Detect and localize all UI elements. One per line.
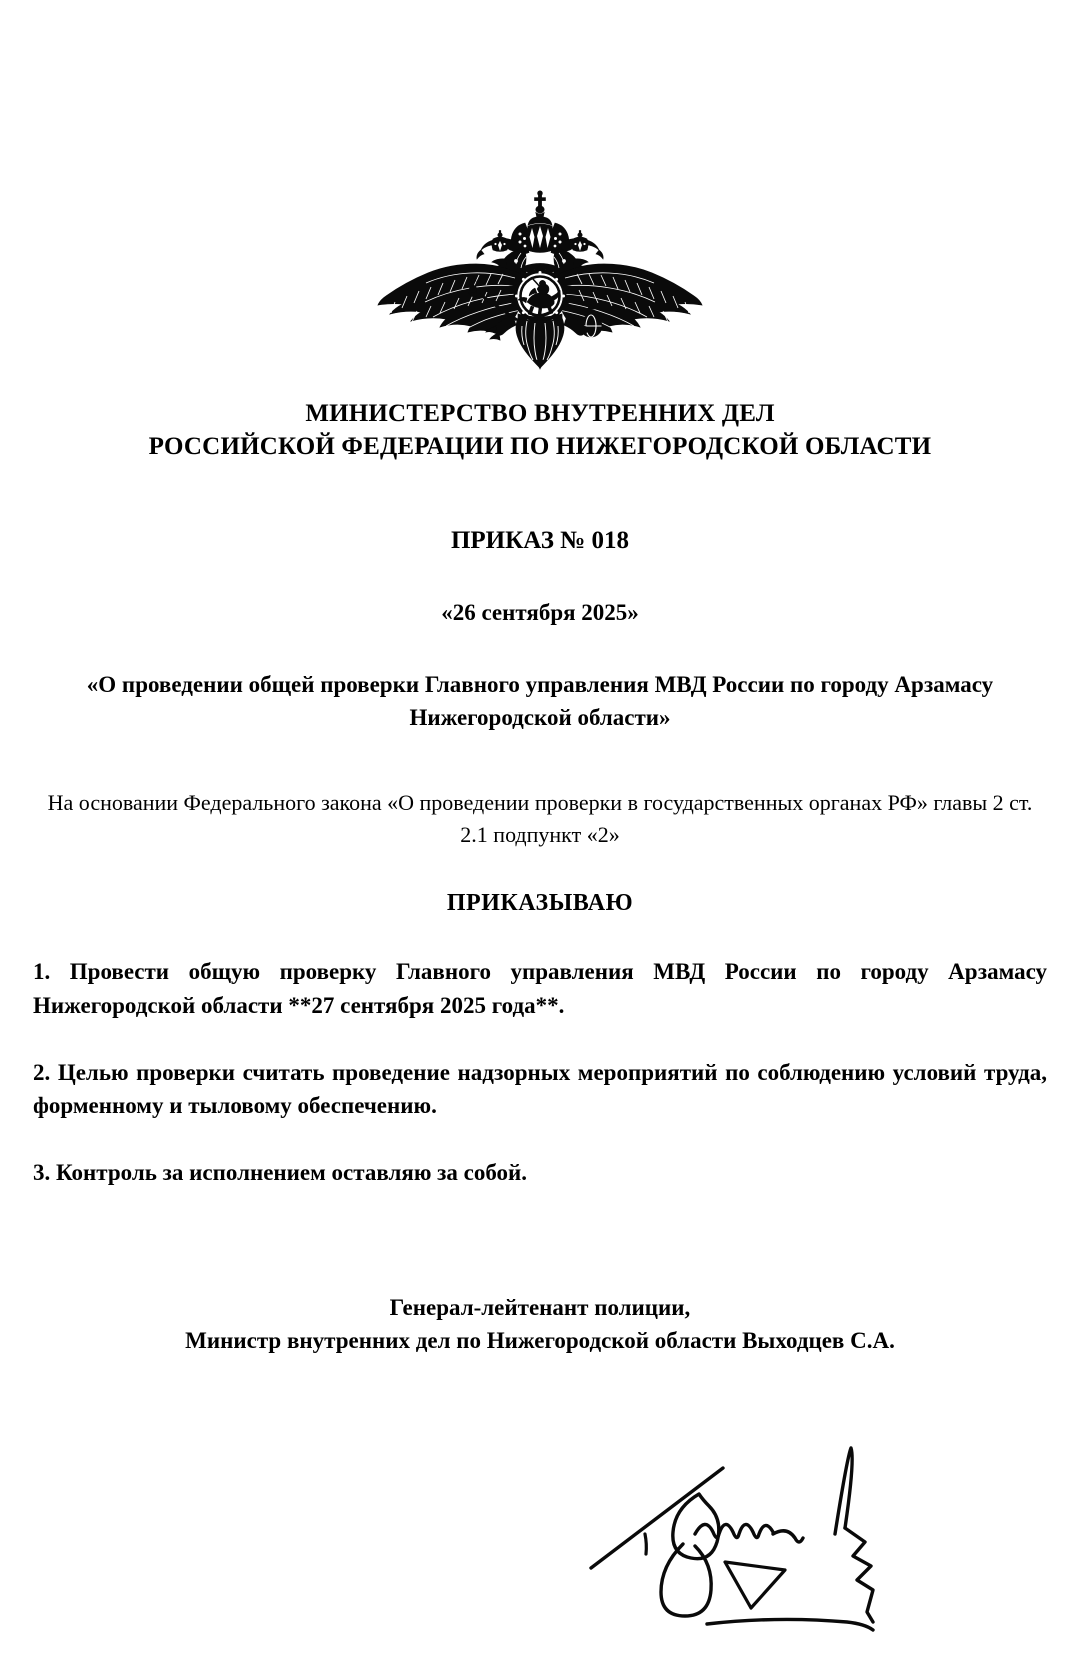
legal-basis-paragraph: На основании Федерального закона «О проведении проверки в государственных органах РФ» главы 2 ст. 2.1 подпункт «2» xyxy=(47,789,1033,847)
clause-item: 3. Контроль за исполнением оставляю за собой. xyxy=(33,1159,528,1185)
order-date: «26 сентября 2025» xyxy=(441,599,639,625)
clause-item: 1. Провести общую проверку Главного управления МВД России по городу Арзамасу Нижегородской области **27 сентября 2025 года**. xyxy=(33,959,1047,1018)
handwritten-signature-icon xyxy=(573,1416,913,1646)
ministry-header-line-2: РОССИЙСКОЙ ФЕДЕРАЦИИ ПО НИЖЕГОРОДСКОЙ ОБЛАСТИ xyxy=(148,433,932,460)
command-heading: ПРИКАЗЫВАЮ xyxy=(446,890,634,917)
ministry-header xyxy=(33,397,1047,463)
clause-list xyxy=(33,955,1047,1189)
order-subject: «О проведении общей проверки Главного управления МВД России по городу Арзамасу Нижегородской области» xyxy=(86,672,994,731)
signature-area xyxy=(33,1416,1047,1666)
ministry-header-line-1: МИНИСТЕРСТВО ВНУТРЕННИХ ДЕЛ xyxy=(305,400,775,427)
signatory-position: Министр внутренних дел по Нижегородской области Выходцев С.А. xyxy=(185,1328,895,1354)
clause-item: 2. Целью проверки считать проведение надзорных мероприятий по соблюдению условий труда, форменному и тыловому обеспечению. xyxy=(33,1059,1047,1118)
mvd-emblem-icon xyxy=(375,190,705,375)
signature-block xyxy=(33,1291,1047,1358)
order-title: ПРИКАЗ № 018 xyxy=(450,527,630,554)
signatory-rank: Генерал-лейтенант полиции, xyxy=(389,1295,691,1321)
emblem-container xyxy=(33,0,1047,375)
